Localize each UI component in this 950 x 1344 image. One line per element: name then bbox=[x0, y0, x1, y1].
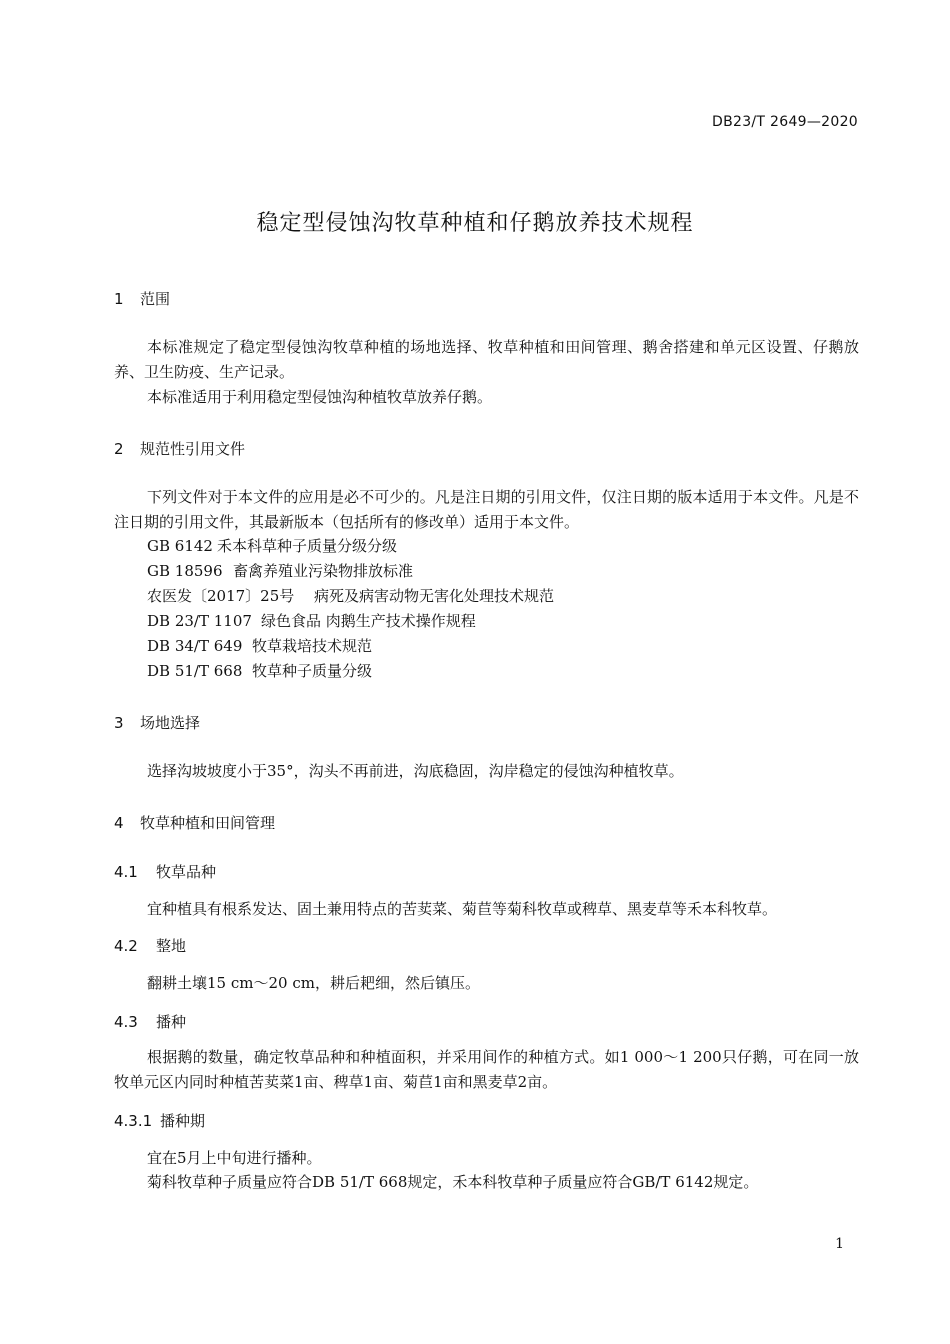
paragraph: 翻耕土壤15 cm～20 cm，耕后耙细，然后镇压。 bbox=[147, 974, 480, 992]
section-1-heading bbox=[114, 288, 170, 309]
section-title: 整地 bbox=[156, 937, 187, 955]
section-number: 4.2 bbox=[114, 937, 138, 955]
reference-item bbox=[147, 635, 372, 656]
section-number: 3 bbox=[114, 714, 124, 732]
reference-name: 牧草栽培技术规范 bbox=[252, 637, 373, 655]
document-title: 稳定型侵蚀沟牧草种植和仔鹅放养技术规程 bbox=[256, 211, 694, 236]
section-title: 牧草种植和田间管理 bbox=[140, 814, 276, 832]
reference-name: 畜禽养殖业污染物排放标准 bbox=[233, 562, 414, 580]
reference-item bbox=[147, 610, 476, 631]
section-number: 1 bbox=[114, 290, 124, 308]
reference-code: GB 18596 bbox=[147, 562, 223, 580]
section-title: 播种期 bbox=[160, 1112, 206, 1130]
section-4-heading bbox=[114, 812, 275, 833]
section-title: 播种 bbox=[156, 1013, 187, 1031]
section-number: 4 bbox=[114, 814, 124, 832]
page-number: 1 bbox=[835, 1236, 844, 1252]
section-title: 场地选择 bbox=[140, 714, 201, 732]
paragraph: 本标准规定了稳定型侵蚀沟牧草种植的场地选择、牧草种植和田间管理、鹅舍搭建和单元区设置、仔鹅放养、卫生防疫、生产记录。 bbox=[114, 338, 859, 381]
reference-name: 绿色食品 肉鹅生产技术操作规程 bbox=[261, 612, 476, 630]
paragraph: 宜种植具有根系发达、固土兼用特点的苦荬菜、菊苣等菊科牧草或稗草、黑麦草等禾本科牧草。 bbox=[147, 900, 778, 918]
reference-code: 农医发〔2017〕25号 bbox=[147, 587, 295, 605]
paragraph: 菊科牧草种子质量应符合DB 51/T 668规定，禾本科牧草种子质量应符合GB/T 6142规定。 bbox=[147, 1173, 759, 1191]
section-title: 规范性引用文件 bbox=[140, 440, 246, 458]
section-title: 牧草品种 bbox=[156, 863, 217, 881]
subsection-4-3-heading bbox=[114, 1011, 186, 1032]
subsection-4-1-heading bbox=[114, 861, 216, 882]
paragraph: 下列文件对于本文件的应用是必不可少的。凡是注日期的引用文件，仅注日期的版本适用于本文件。凡是不注日期的引用文件，其最新版本（包括所有的修改单）适用于本文件。 bbox=[114, 488, 859, 531]
section-3-heading bbox=[114, 712, 200, 733]
reference-item bbox=[147, 560, 413, 581]
reference-name: 牧草种子质量分级 bbox=[252, 662, 373, 680]
section-2-heading bbox=[114, 438, 245, 459]
reference-name: 禾本科草种子质量分级分级 bbox=[217, 537, 398, 555]
reference-code: DB 51/T 668 bbox=[147, 662, 243, 680]
reference-code: DB 34/T 649 bbox=[147, 637, 243, 655]
paragraph: 根据鹅的数量，确定牧草品种和种植面积，并采用间作的种植方式。如1 000～1 200只仔鹅，可在同一放牧单元区内同时种植苦荬菜1亩、稗草1亩、菊苣1亩和黑麦草2亩。 bbox=[114, 1048, 859, 1091]
section-title: 范围 bbox=[140, 290, 171, 308]
reference-code: DB 23/T 1107 bbox=[147, 612, 252, 630]
reference-name: 病死及病害动物无害化处理技术规范 bbox=[314, 587, 555, 605]
reference-item bbox=[147, 535, 397, 556]
reference-item bbox=[147, 585, 554, 606]
section-number: 4.3.1 bbox=[114, 1112, 153, 1130]
reference-item bbox=[147, 660, 372, 681]
paragraph: 宜在5月上中旬进行播种。 bbox=[147, 1149, 322, 1167]
subsection-4-3-1-heading bbox=[114, 1110, 205, 1131]
paragraph: 选择沟坡坡度小于35°，沟头不再前进，沟底稳固，沟岸稳定的侵蚀沟种植牧草。 bbox=[147, 762, 684, 780]
standard-number: DB23/T 2649—2020 bbox=[712, 114, 858, 130]
section-number: 2 bbox=[114, 440, 124, 458]
section-number: 4.1 bbox=[114, 863, 138, 881]
section-number: 4.3 bbox=[114, 1013, 138, 1031]
paragraph: 本标准适用于利用稳定型侵蚀沟种植牧草放养仔鹅。 bbox=[147, 388, 493, 406]
reference-code: GB 6142 bbox=[147, 537, 213, 555]
subsection-4-2-heading bbox=[114, 935, 186, 956]
